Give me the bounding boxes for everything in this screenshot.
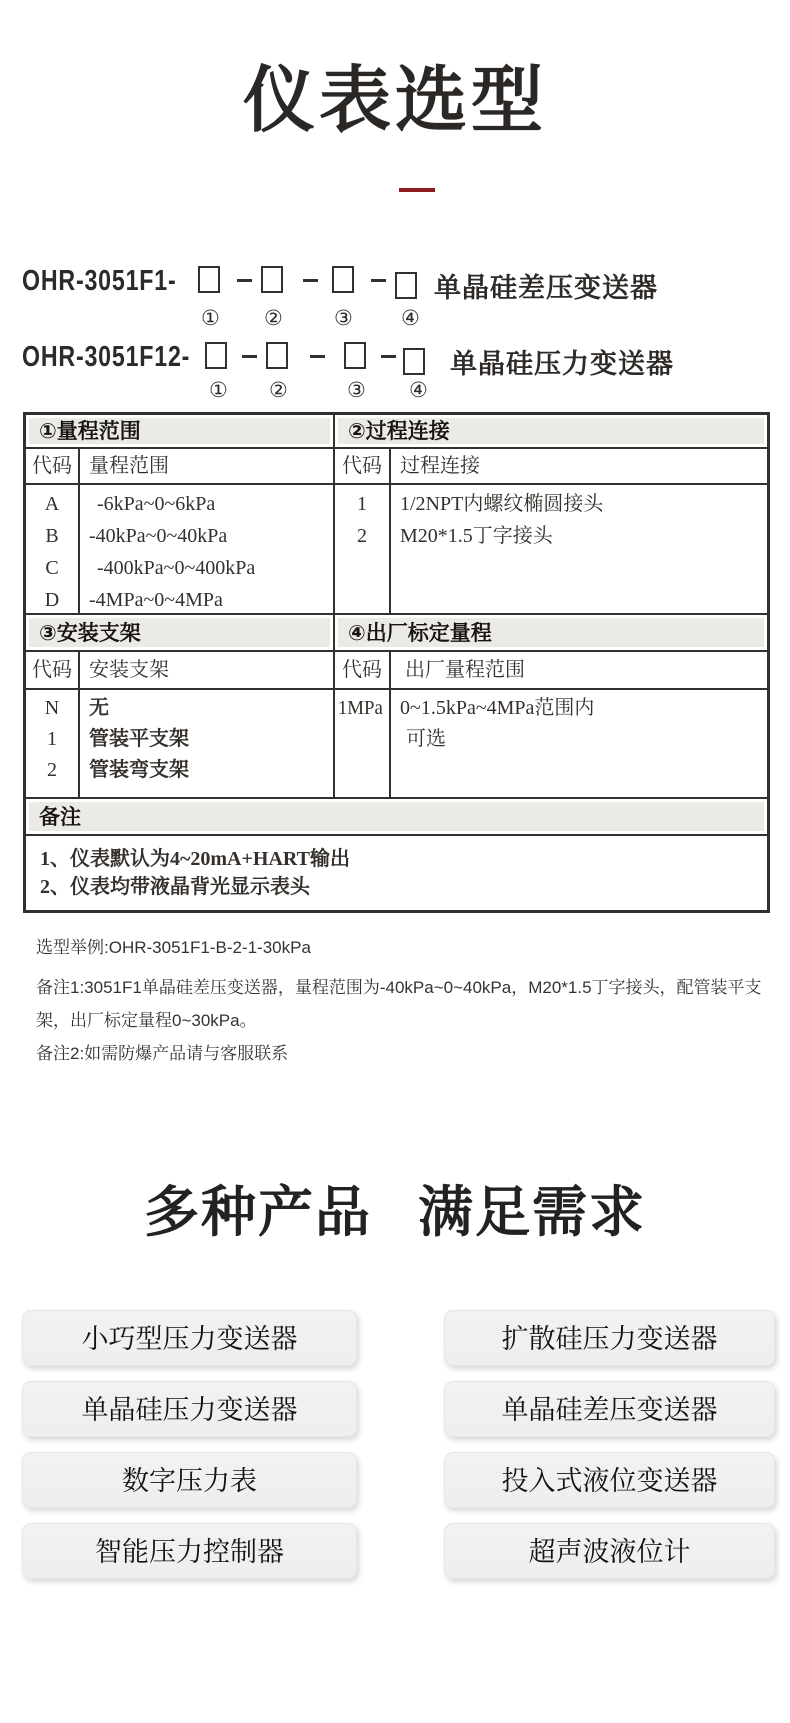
box-dash [381,355,396,358]
model-prefix: OHR-3051F1- [22,265,177,297]
remark-line: 2、仪表均带液晶背光显示表头 [40,876,310,898]
option-box-1 [205,342,227,369]
col-header-code: 代码 [26,652,80,688]
value-cells: 1/2NPT内螺纹椭圆接头 M20*1.5丁字接头 [400,493,604,547]
model-line-2 [0,336,790,382]
notes-block [36,936,771,1066]
product-button-smart-pressure-controller[interactable]: 智能压力控制器 [22,1523,357,1579]
value-cells: -6kPa~0~6kPa -40kPa~0~40kPa -400kPa~0~400kPa -4MPa~0~4MPa [89,493,256,611]
title-accent-dash [399,188,435,192]
value-cells: 0~1.5kPa~4MPa范围内 可选 [400,697,595,750]
product-button-ultrasonic-level-meter[interactable]: 超声波液位计 [444,1523,775,1579]
option-box-4 [395,272,417,299]
model-label: 单晶硅压力变送器 [450,349,674,379]
note-1: 备注1:3051F1单晶硅差压变送器，量程范围为-40kPa~0~40kPa，M20*1.5丁字接头，配管装平支架，出厂标定量程0~30kPa。 [36,978,762,1030]
circled-number: ③ [347,378,366,402]
col-header-name: 量程范围 [89,455,169,477]
products-heading-right: 满足需求 [418,1181,647,1243]
circled-number: ③ [334,306,353,330]
remark-body [26,836,767,910]
product-button-compact-pressure-transmitter[interactable]: 小巧型压力变送器 [22,1310,357,1366]
box-dash [237,279,252,282]
band-bracket-factory-range [26,613,767,797]
note-2: 备注2:如需防爆产品请与客服联系 [36,1044,289,1063]
product-button-submersible-level-transmitter[interactable]: 投入式液位变送器 [444,1452,775,1508]
products-heading [0,1168,790,1247]
box-dash [371,279,386,282]
product-button-digital-pressure-gauge[interactable]: 数字压力表 [22,1452,357,1508]
remark-title: 备注 [26,799,767,836]
col-header-name: 安装支架 [89,659,169,681]
option-box-4 [403,348,425,375]
circled-number: ④ [409,378,428,402]
circled-number: ④ [401,306,420,330]
model-line-1 [0,260,790,306]
page-title: 仪表选型 [242,61,547,141]
code-cells: 1MPa [335,690,391,797]
selection-table [23,412,770,913]
code-cells: A B C D [26,485,80,616]
circled-number: ① [209,378,228,402]
section-factory-range [333,615,767,797]
col-header-name: 出厂量程范围 [405,659,525,681]
option-box-1 [198,266,220,293]
option-box-3 [344,342,366,369]
col-header-code: 代码 [26,449,80,483]
section-title: ④出厂标定量程 [335,615,767,652]
section-connection [333,415,767,613]
position-numbers-2 [0,378,790,404]
code-cells: N 1 2 [26,690,80,797]
circled-number: ② [269,378,288,402]
col-header-code: 代码 [335,652,391,688]
model-prefix: OHR-3051F12- [22,341,191,373]
option-box-3 [332,266,354,293]
col-header-name: 过程连接 [400,455,480,477]
section-title: ②过程连接 [335,415,767,449]
product-button-diffused-silicon-pressure-transmitter[interactable]: 扩散硅压力变送器 [444,1310,775,1366]
section-range [26,415,333,613]
selection-example: 选型举例:OHR-3051F1-B-2-1-30kPa [36,938,311,957]
option-box-2 [261,266,283,293]
col-header-code: 代码 [335,449,391,483]
products-heading-left: 多种产品 [143,1181,372,1243]
model-label: 单晶硅差压变送器 [434,273,658,303]
product-button-monocrystal-dp-transmitter[interactable]: 单晶硅差压变送器 [444,1381,775,1437]
value-cells: 无 管装平支架 管装弯支架 [89,697,189,781]
code-cells: 1 2 [335,485,391,613]
section-title: ③安装支架 [26,615,333,652]
section-bracket [26,615,333,797]
section-title: ①量程范围 [26,415,333,449]
product-button-monocrystal-pressure-transmitter[interactable]: 单晶硅压力变送器 [22,1381,357,1437]
position-numbers-1 [0,306,790,332]
box-dash [242,355,257,358]
box-dash [310,355,325,358]
remark-line: 1、仪表默认为4~20mA+HART输出 [40,848,350,870]
product-button-grid [22,1310,775,1579]
option-box-2 [266,342,288,369]
circled-number: ① [201,306,220,330]
band-range-connection [26,415,767,613]
box-dash [303,279,318,282]
circled-number: ② [264,306,283,330]
band-remarks [26,797,767,910]
